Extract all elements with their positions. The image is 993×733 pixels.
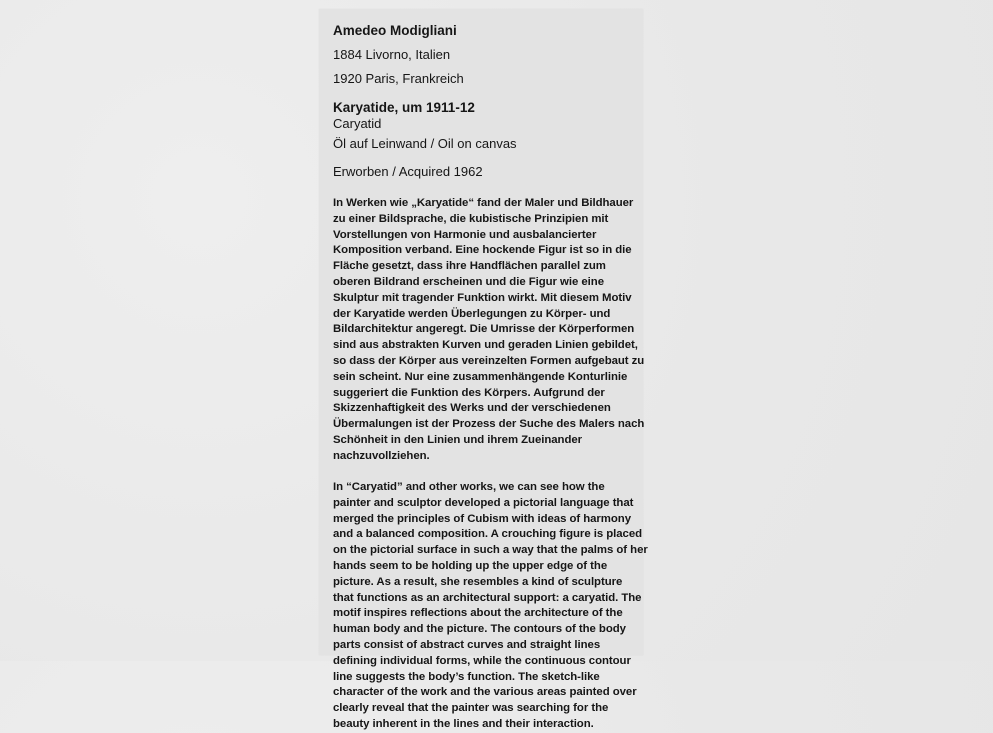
- text-line: that functions as an architectural support: a caryatid. The: [333, 591, 642, 604]
- text-line: Skulptur mit tragender Funktion wirkt. Mit diesem Motiv: [333, 291, 632, 304]
- text-line: on the pictorial surface in such a way that the palms of her: [333, 544, 648, 557]
- artwork-medium: Öl auf Leinwand / Oil on canvas: [333, 136, 517, 151]
- artwork-title-de: Karyatide, um 1911-12: [333, 100, 475, 115]
- museum-wall-label: [319, 9, 648, 730]
- text-line: zu einer Bildsprache, die kubistische Prinzipien mit: [333, 212, 609, 225]
- text-line: clearly reveal that the painter was searching for the: [333, 702, 609, 715]
- artist-birth: 1884 Livorno, Italien: [333, 47, 451, 62]
- text-line: sind aus abstrakten Kurven und geraden Linien gebildet,: [333, 339, 638, 352]
- text-line: In “Caryatid” and other works, we can see how the: [333, 481, 605, 494]
- text-line: beauty inherent in the lines and their interaction.: [333, 718, 594, 730]
- text-line: defining individual forms, while the continuous contour: [333, 654, 631, 667]
- text-line: hands seem to be holding up the upper edge of the: [333, 560, 608, 573]
- text-line: character of the work and the various areas painted over: [333, 686, 637, 699]
- text-line: Komposition verband. Eine hockende Figur ist so in die: [333, 244, 632, 257]
- text-line: Vorstellungen von Harmonie und ausbalancierter: [333, 228, 597, 241]
- text-line: oberen Bildrand erscheinen und die Figur wie eine: [333, 275, 604, 288]
- text-line: picture. As a result, she resembles a kind of sculpture: [333, 575, 623, 588]
- text-line: so dass der Körper aus vereinzelten Formen aufgebaut zu: [333, 354, 645, 367]
- text-line: Übermalungen ist der Prozess der Suche des Malers nach: [333, 418, 645, 431]
- text-line: and a balanced composition. A crouching figure is placed: [333, 528, 643, 541]
- text-line: motif inspires reflections about the architecture of the: [333, 607, 623, 620]
- artist-death: 1920 Paris, Frankreich: [333, 71, 464, 86]
- text-line: merged the principles of Cubism with ideas of harmony: [333, 512, 631, 525]
- text-line: sein scheint. Nur eine zusammenhängende Konturlinie: [333, 370, 628, 383]
- text-line: painter and sculptor developed a pictorial language that: [333, 496, 634, 509]
- text-line: line suggests the body’s function. The sketch-like: [333, 670, 600, 683]
- text-line: Skizzenhaftigkeit des Werks und der verschiedenen: [333, 402, 611, 415]
- text-line: In Werken wie „Karyatide“ fand der Maler und Bildhauer: [333, 197, 634, 209]
- acquisition-info: Erworben / Acquired 1962: [333, 164, 483, 179]
- description-german: [333, 196, 645, 465]
- text-line: Fläche gesetzt, dass ihre Handflächen parallel zum: [333, 260, 606, 273]
- artwork-title-en: Caryatid: [333, 116, 382, 131]
- text-line: Bildarchitektur angeregt. Die Umrisse der Körperformen: [333, 323, 635, 336]
- text-line: human body and the picture. The contours of the body: [333, 623, 626, 636]
- text-line: parts consist of abstract curves and straight lines: [333, 639, 601, 652]
- text-line: suggeriert die Funktion des Körpers. Aufgrund der: [333, 386, 605, 399]
- text-line: nachzuvollziehen.: [333, 449, 430, 462]
- artist-name: Amedeo Modigliani: [333, 23, 457, 38]
- description-english: [333, 480, 648, 733]
- text-line: Schönheit in den Linien und ihrem Zueinander: [333, 433, 583, 446]
- text-line: der Karyatide werden Überlegungen zu Körper- und: [333, 307, 611, 320]
